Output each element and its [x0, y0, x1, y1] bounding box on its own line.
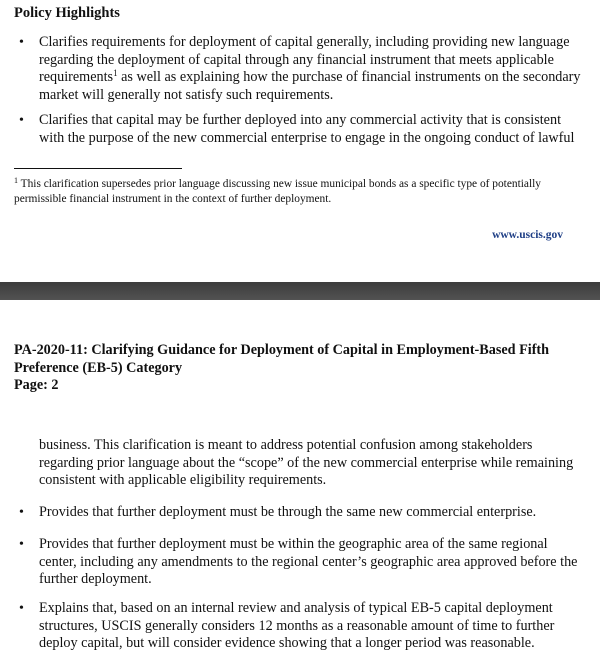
list-item-text: Explains that, based on an internal review and analysis of typical EB-5 capital deployment structures, USCIS generally considers 12 months as a reasonable amount of time to further deploy capital, but will consider evidence showing that a longer period was reasonable. [39, 600, 555, 652]
footnote: $^1$ This clarification supersedes prior language discussing new issue municipal bonds as a specific type of potentially permissible financial instrument in the context of further deployment. [14, 176, 541, 205]
continued-paragraph: business. This clarification is meant to address potential confusion among stakeholders regarding prior language about the “scope” of the new commercial enterprise while remaining consistent with applicable eligibility requirements. [39, 437, 574, 489]
bullet-icon: • [19, 537, 24, 552]
footnote-reference[interactable]: 1 [113, 68, 118, 79]
bullet-icon: • [19, 601, 24, 616]
website-link[interactable]: www.uscis.gov [492, 229, 563, 241]
list-item-text: Clarifies requirements for deployment of capital generally, including providing new language regarding the deployment of capital through any financial instrument that meets applicable requirements$^1$ as well as explaining how the purchase of financial instruments on the secondary market will generally not satisfy such requirements. [39, 34, 581, 104]
bullet-icon: • [19, 113, 24, 128]
list-item-text: Clarifies that capital may be further deployed into any commercial activity that is consistent with the purpose of the new commercial enterprise to engage in the ongoing conduct of lawful [39, 112, 575, 146]
footnote-marker: 1 [14, 176, 18, 185]
page-number: Page: 2 [14, 377, 59, 394]
document-header [14, 342, 584, 395]
document-title-line: PA-2020-11: Clarifying Guidance for Deployment of Capital in Employment-Based Fifth [14, 342, 550, 358]
bullet-icon: • [19, 505, 24, 520]
footnote-divider [14, 168, 182, 169]
list-item-text: Provides that further deployment must be within the geographic area of the same regional center, including any amendments to the regional center’s geographic area approved before the further deployment. [39, 536, 578, 588]
document-page-2 [0, 300, 600, 656]
bullet-icon: • [19, 35, 24, 50]
section-heading: Policy Highlights [14, 5, 120, 21]
page-separator [0, 282, 600, 300]
document-page-1 [0, 0, 600, 282]
list-item-text: Provides that further deployment must be through the same new commercial enterprise. [39, 504, 537, 520]
document-title-line: Preference (EB-5) Category [14, 359, 183, 376]
